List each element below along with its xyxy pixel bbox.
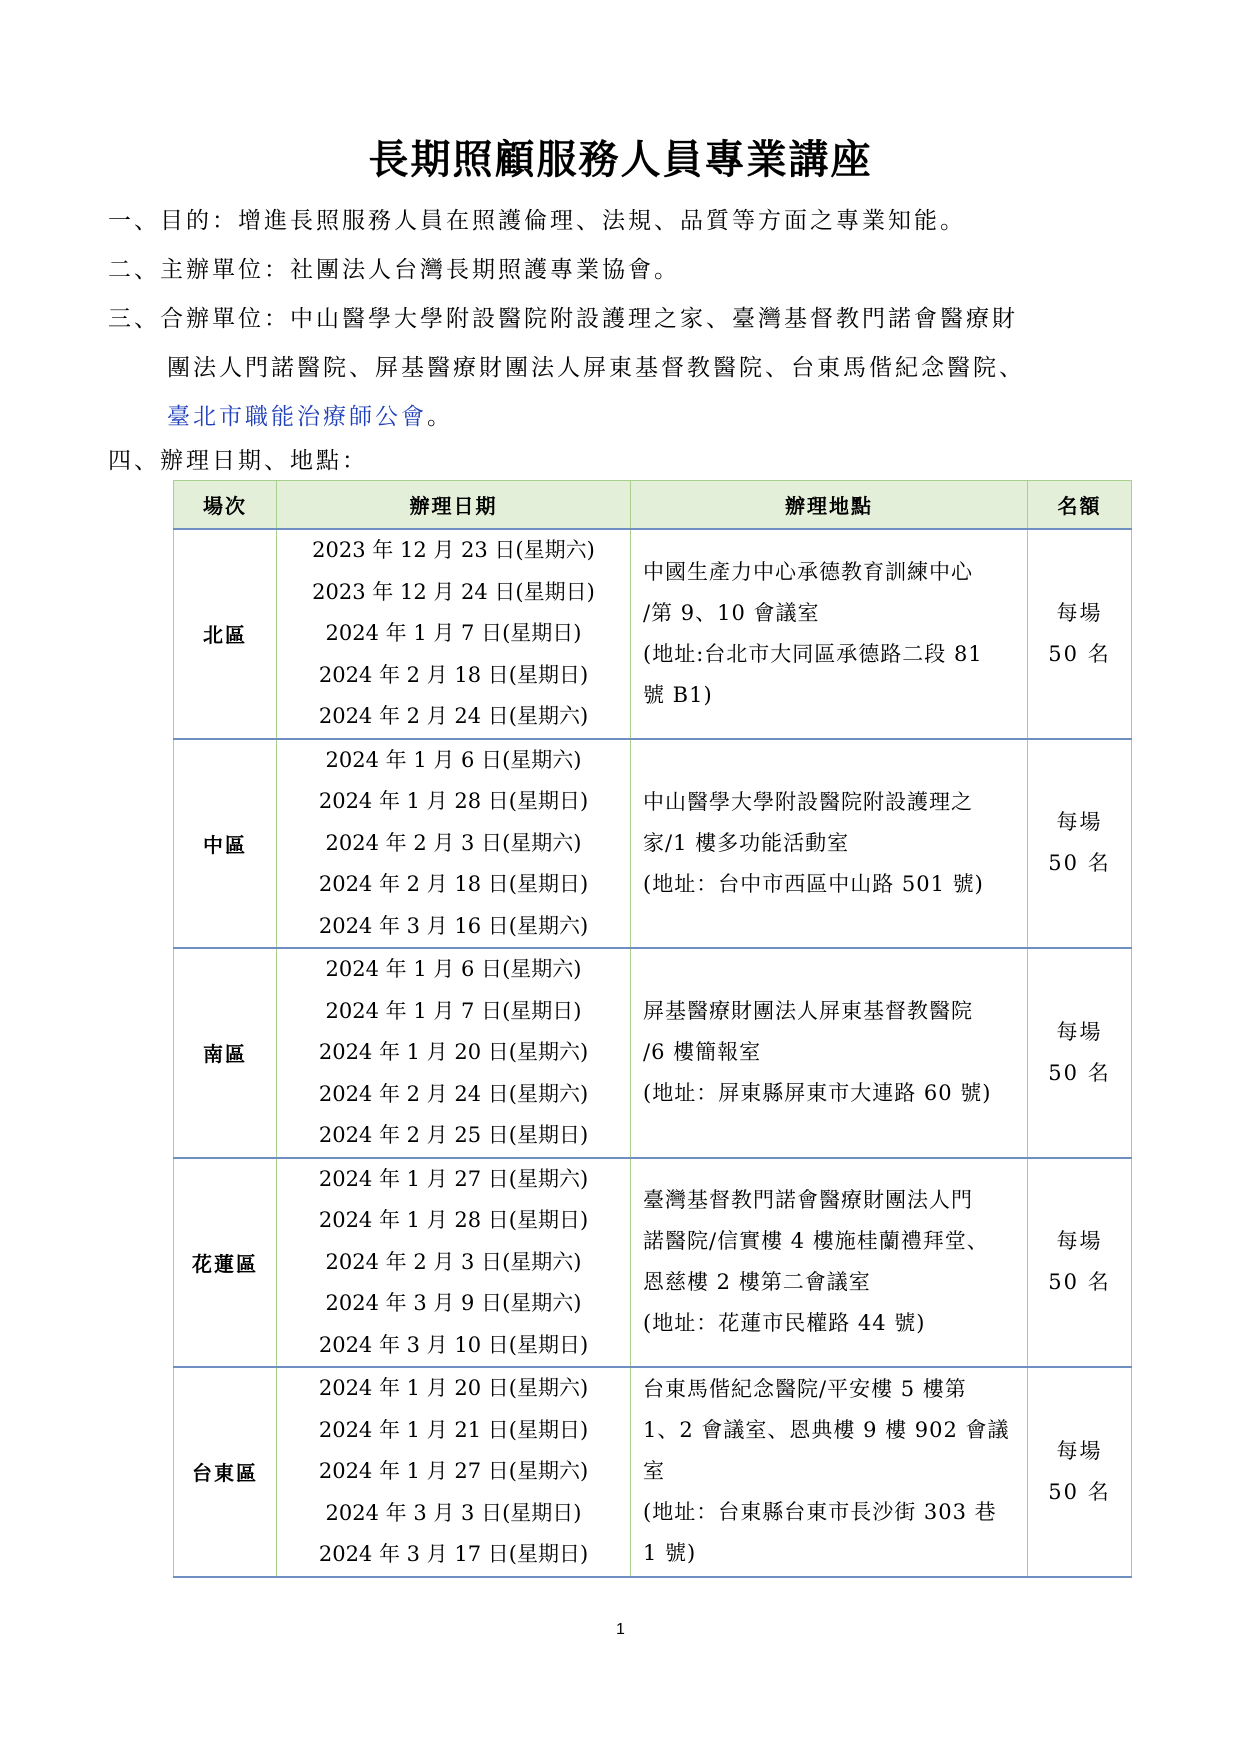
date-line: 2024 年 2 月 3 日(星期六): [325, 1249, 582, 1274]
region-cell: 北區: [174, 529, 277, 739]
venue-line: 1、2 會議室、恩典樓 9 樓 902 會議: [643, 1418, 1010, 1443]
dates-cell: [277, 1158, 631, 1368]
table-row: [174, 739, 1132, 949]
date-line: 2024 年 2 月 3 日(星期六): [325, 830, 582, 855]
venue-line: (地址:台北市大同區承德路二段 81: [643, 641, 983, 666]
date-line: 2024 年 3 月 3 日(星期日): [325, 1500, 582, 1525]
date-line: 2024 年 1 月 27 日(星期六): [318, 1166, 589, 1191]
co-organizer-line-2: 團法人門諾醫院、屏基醫療財團法人屏東基督教醫院、台東馬偕紀念醫院、: [167, 355, 1025, 381]
venue-line: 室: [643, 1459, 665, 1484]
venue-cell: [631, 1367, 1028, 1577]
venue-cell: [631, 739, 1028, 949]
dates-cell: [277, 948, 631, 1158]
taipei-ot-association-link[interactable]: 臺北市職能治療師公會: [167, 404, 427, 430]
purpose-line: 一、目的：增進長照服務人員在照護倫理、法規、品質等方面之專業知能。: [108, 208, 966, 234]
date-line: 2023 年 12 月 24 日(星期日): [312, 579, 595, 604]
table-header-row: [174, 481, 1132, 530]
date-line: 2024 年 2 月 18 日(星期日): [318, 662, 589, 687]
quota-cell: [1028, 1158, 1132, 1368]
table-row: [174, 1158, 1132, 1368]
venue-line: (地址：台東縣台東市長沙街 303 巷: [643, 1500, 997, 1525]
region-cell: 花蓮區: [174, 1158, 277, 1368]
header-date: 辦理日期: [277, 481, 631, 530]
venue-line: (地址：台中市西區中山路 501 號): [643, 871, 984, 896]
date-line: 2024 年 1 月 6 日(星期六): [325, 747, 582, 772]
date-line: 2024 年 1 月 6 日(星期六): [325, 957, 582, 981]
venue-line: /6 樓簡報室: [643, 1040, 762, 1065]
date-line: 2024 年 1 月 21 日(星期日): [318, 1417, 589, 1442]
co-organizer-line-1: 三、合辦單位：中山醫學大學附設醫院附設護理之家、臺灣基督教門諾會醫療財: [108, 306, 1018, 332]
quota-line: 每場: [1056, 810, 1103, 835]
date-line: 2024 年 3 月 16 日(星期六): [318, 913, 589, 938]
venue-line: (地址：屏東縣屏東市大連路 60 號): [643, 1081, 992, 1106]
dates-cell: [277, 529, 631, 739]
quota-line: 50 名: [1048, 1479, 1111, 1504]
co-organizer-line-3: [167, 394, 453, 440]
quota-line: 50 名: [1048, 1270, 1111, 1295]
date-line: 2024 年 1 月 20 日(星期六): [318, 1040, 589, 1064]
date-line: 2024 年 1 月 7 日(星期日): [325, 998, 582, 1023]
quota-line: 50 名: [1048, 641, 1111, 666]
venue-line: 屏基醫療財團法人屏東基督教醫院: [643, 999, 973, 1024]
venue-line: 臺灣基督教門諾會醫療財團法人門: [643, 1188, 973, 1213]
header-session: 場次: [174, 481, 277, 530]
date-line: 2024 年 2 月 24 日(星期六): [318, 1081, 589, 1106]
region-cell: 中區: [174, 739, 277, 949]
quota-line: 50 名: [1048, 1060, 1111, 1085]
date-line: 2024 年 2 月 18 日(星期日): [318, 872, 589, 896]
table-body: [174, 529, 1132, 1577]
schedule-table: [173, 480, 1132, 1578]
date-line: 2024 年 1 月 7 日(星期日): [325, 621, 582, 645]
table-row: [174, 1367, 1132, 1577]
dates-cell: [277, 1367, 631, 1577]
quota-line: 每場: [1056, 1019, 1103, 1044]
dates-cell: [277, 739, 631, 949]
venue-line: 家/1 樓多功能活動室: [643, 830, 850, 855]
venue-cell: [631, 529, 1028, 739]
venue-line: 恩慈樓 2 樓第二會議室: [643, 1270, 871, 1295]
header-location: 辦理地點: [631, 481, 1028, 530]
date-line: 2024 年 3 月 9 日(星期六): [325, 1291, 582, 1315]
date-line: 2024 年 2 月 24 日(星期六): [318, 704, 589, 728]
quota-cell: [1028, 1367, 1132, 1577]
region-cell: 台東區: [174, 1367, 277, 1577]
period: 。: [427, 404, 453, 430]
date-line: 2024 年 1 月 27 日(星期六): [318, 1459, 589, 1483]
date-line: 2023 年 12 月 23 日(星期六): [312, 538, 595, 562]
venue-line: (地址：花蓮市民權路 44 號): [643, 1311, 926, 1336]
date-line: 2024 年 1 月 28 日(星期日): [318, 789, 589, 813]
date-line: 2024 年 2 月 25 日(星期日): [318, 1123, 589, 1147]
page-number: 1: [616, 1621, 625, 1638]
quota-cell: [1028, 739, 1132, 949]
venue-line: 1 號): [643, 1541, 697, 1566]
quota-line: 每場: [1056, 1438, 1103, 1463]
venue-line: 中國生產力中心承德教育訓練中心: [643, 559, 973, 584]
organizer-line: 二、主辦單位：社團法人台灣長期照護專業協會。: [108, 257, 680, 283]
schedule-heading: 四、辦理日期、地點：: [108, 448, 368, 474]
date-line: 2024 年 1 月 20 日(星期六): [318, 1376, 589, 1400]
quota-cell: [1028, 948, 1132, 1158]
quota-line: 每場: [1056, 600, 1103, 625]
venue-cell: [631, 948, 1028, 1158]
quota-line: 每場: [1056, 1229, 1103, 1254]
date-line: 2024 年 3 月 17 日(星期日): [318, 1542, 589, 1566]
venue-line: 台東馬偕紀念醫院/平安樓 5 樓第: [643, 1377, 967, 1402]
venue-line: 號 B1): [643, 682, 713, 707]
venue-line: 中山醫學大學附設醫院附設護理之: [643, 789, 973, 814]
date-line: 2024 年 1 月 28 日(星期日): [318, 1208, 589, 1232]
venue-line: /第 9、10 會議室: [643, 600, 820, 625]
region-cell: 南區: [174, 948, 277, 1158]
date-line: 2024 年 3 月 10 日(星期日): [318, 1332, 589, 1357]
venue-line: 諾醫院/信實樓 4 樓施桂蘭禮拜堂、: [643, 1229, 989, 1254]
quota-cell: [1028, 529, 1132, 739]
header-quota: 名額: [1028, 481, 1132, 530]
page-title: 長期照顧服務人員專業講座: [368, 137, 873, 183]
table-row: [174, 529, 1132, 739]
quota-line: 50 名: [1048, 851, 1111, 876]
table-row: [174, 948, 1132, 1158]
venue-cell: [631, 1158, 1028, 1368]
